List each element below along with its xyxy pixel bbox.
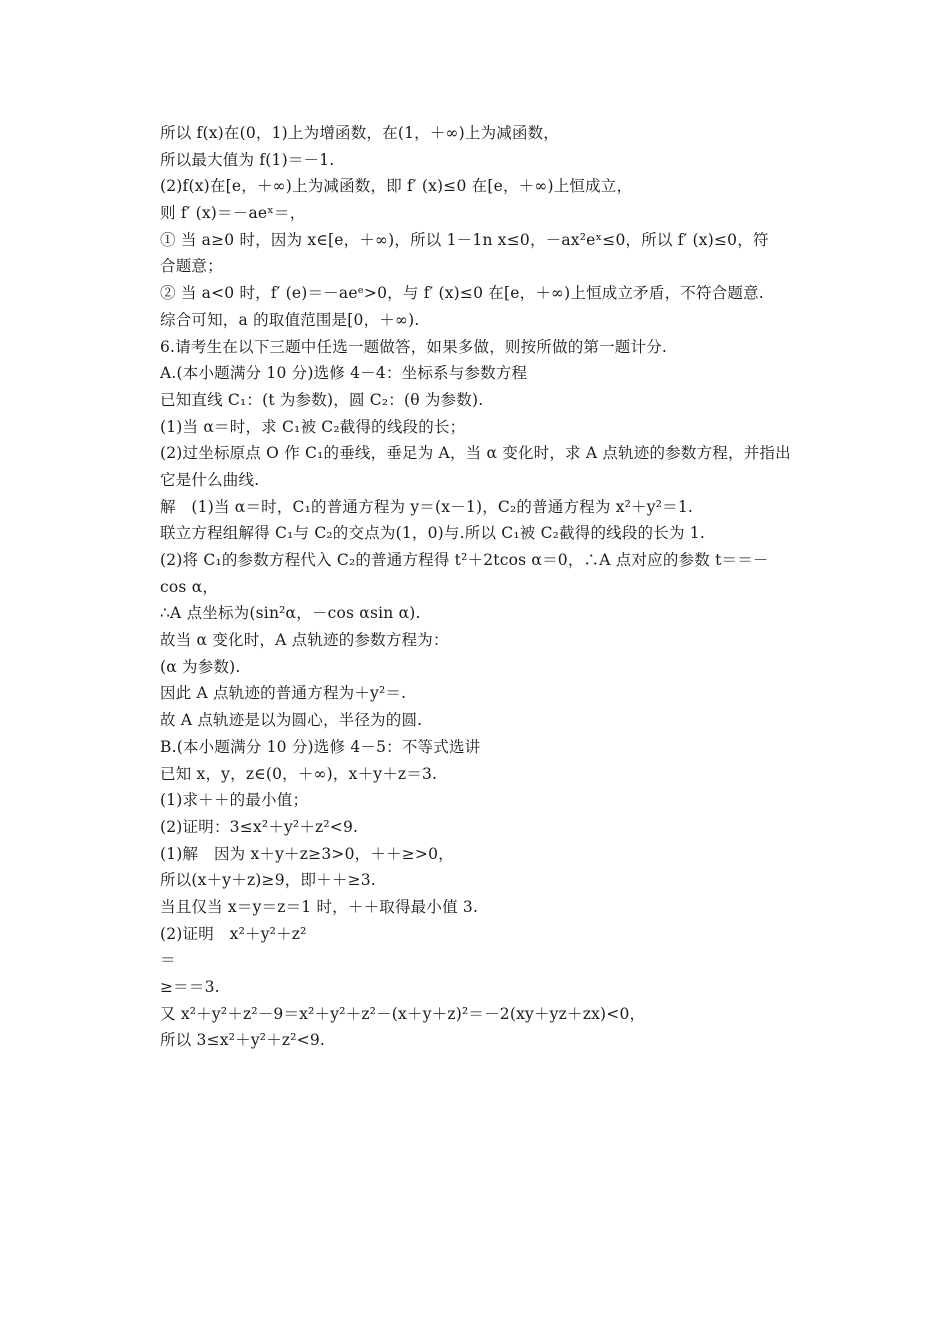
section-heading: A.(本小题满分 10 分)选修 4－4：坐标系与参数方程: [160, 364, 528, 383]
text-line: ≥＝＝3.: [160, 978, 220, 996]
text-line: 故当 α 变化时，A 点轨迹的参数方程为：: [160, 631, 449, 650]
text-line: (1)当 α＝时，求 C₁被 C₂截得的线段的长；: [160, 417, 466, 436]
text-line: ① 当 a≥0 时，因为 x∈[e，＋∞)，所以 1－1n x≤0，－ax²eˣ≤0，所以 f′ (x)≤0，符: [160, 230, 769, 249]
text-line: 合题意；: [160, 257, 223, 276]
text-line: cos α，: [160, 577, 219, 596]
text-line: 所以 f(x)在(0，1)上为增函数，在(1，＋∞)上为减函数，: [160, 124, 560, 142]
text-line: (1)解 因为 x＋y＋z≥3>0，＋＋≥>0，: [160, 844, 454, 863]
text-line: (2)将 C₁的参数方程代入 C₂的普通方程得 t²＋2tcos α＝0，∴A 点对应的参数 t＝＝－: [160, 551, 769, 569]
text-line: 联立方程组解得 C₁与 C₂的交点为(1，0)与.所以 C₁被 C₂截得的线段的长为 1.: [160, 524, 705, 543]
text-line: 解 (1)当 α＝时，C₁的普通方程为 y＝(x－1)，C₂的普通方程为 x²＋y²＝1.: [160, 497, 694, 516]
text-line: 已知 x，y，z∈(0，＋∞)，x＋y＋z＝3.: [160, 764, 438, 783]
text-line: 又 x²＋y²＋z²－9＝x²＋y²＋z²－(x＋y＋z)²＝－2(xy＋yz＋zx)<0，: [160, 1004, 646, 1023]
document-body: [160, 120, 808, 1054]
text-line: ＝: [160, 951, 176, 970]
text-line: (α 为参数).: [160, 657, 241, 676]
text-line: (2)证明 x²＋y²＋z²: [160, 924, 307, 943]
text-line: 因此 A 点轨迹的普通方程为＋y²＝.: [160, 684, 407, 703]
text-line: 故 A 点轨迹是以为圆心，半径为的圆.: [160, 711, 423, 730]
text-line: 则 f′ (x)＝－aeˣ＝，: [160, 204, 306, 223]
text-line: ∴A 点坐标为(sin²α，－cos αsin α).: [160, 604, 421, 623]
text-line: 综合可知，a 的取值范围是[0，＋∞).: [160, 310, 420, 329]
text-line: (2)证明：3≤x²＋y²＋z²<9.: [160, 817, 359, 836]
text-line: (2)f(x)在[e，＋∞)上为减函数，即 f′ (x)≤0 在[e，＋∞)上恒成立，: [160, 177, 633, 196]
text-line: 当且仅当 x＝y＝z＝1 时，＋＋取得最小值 3.: [160, 897, 479, 916]
text-line: 所以(x＋y＋z)≥9，即＋＋≥3.: [160, 871, 376, 890]
text-line: (2)过坐标原点 O 作 C₁的垂线，垂足为 A，当 α 变化时，求 A 点轨迹的参数方程，并指出: [160, 444, 791, 463]
text-line: (1)求＋＋的最小值；: [160, 791, 309, 810]
text-line: 所以最大值为 f(1)＝－1.: [160, 150, 335, 169]
section-heading: B.(本小题满分 10 分)选修 4－5：不等式选讲: [160, 737, 481, 756]
text-line: 所以 3≤x²＋y²＋z²<9.: [160, 1031, 326, 1050]
text-line: 已知直线 C₁：(t 为参数)，圆 C₂：(θ 为参数).: [160, 390, 484, 409]
text-line: 它是什么曲线.: [160, 470, 260, 489]
text-line: ② 当 a<0 时，f′ (e)＝－aeᵉ>0，与 f′ (x)≤0 在[e，＋∞)上恒成立矛盾，不符合题意.: [160, 284, 764, 303]
question-heading: 6.请考生在以下三题中任选一题做答，如果多做，则按所做的第一题计分.: [160, 337, 668, 356]
